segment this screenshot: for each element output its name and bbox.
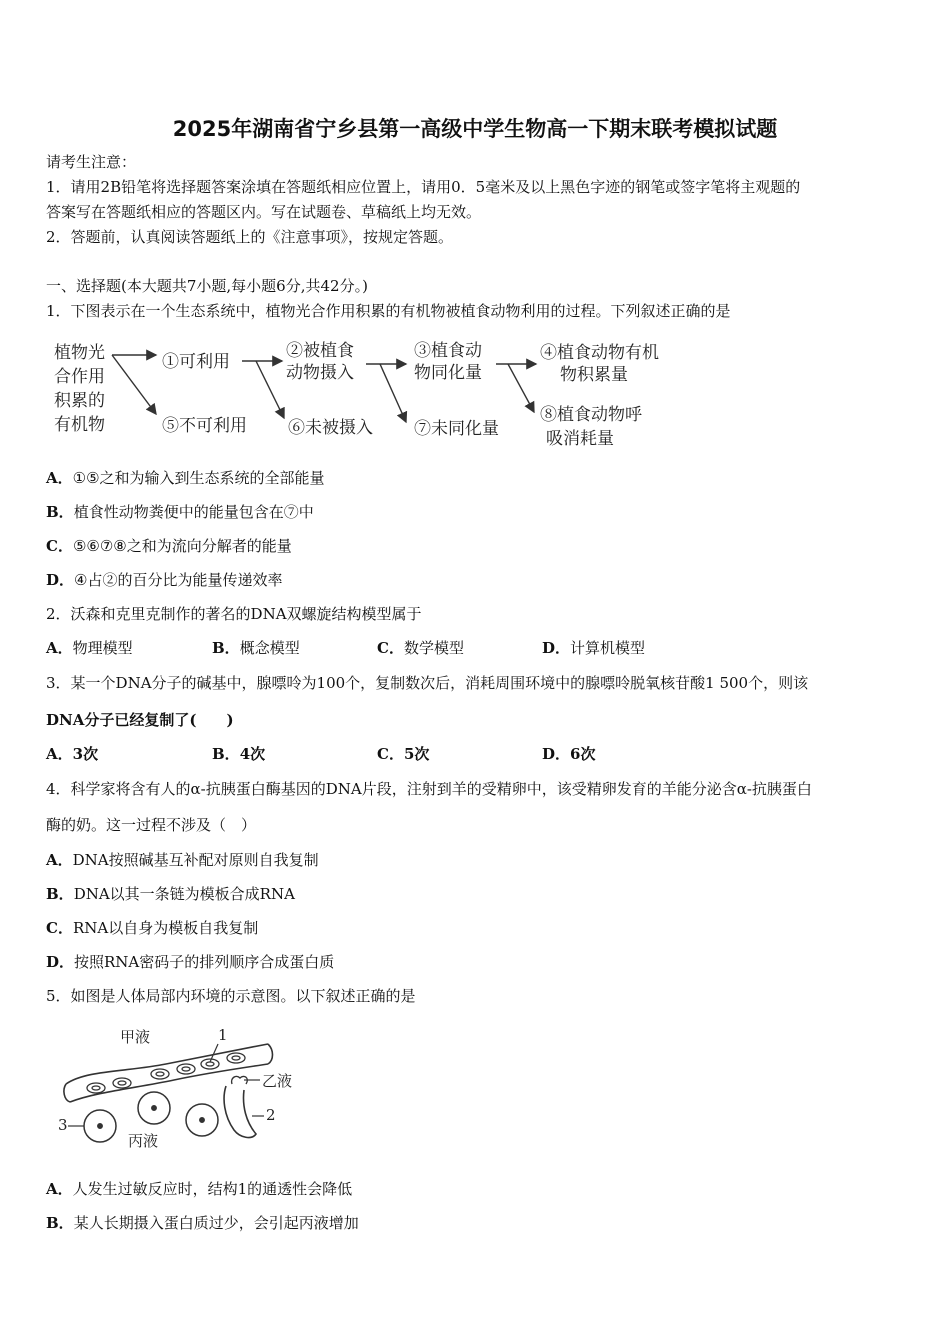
arrow-3-to-8	[508, 364, 534, 412]
internal-environment-diagram	[56, 1022, 296, 1152]
label-1: 1	[218, 1026, 228, 1044]
notice-line-2: 答案写在答题纸相应的答题区内。写在试题卷、草稿纸上均无效。	[46, 203, 482, 221]
q4-option-a: A．DNA按照碱基互补配对原则自我复制	[46, 851, 319, 869]
q4-option-b: B．DNA以其一条链为模板合成RNA	[46, 885, 295, 903]
node-1-available: ①可利用	[162, 352, 230, 372]
q1-option-b: B．植食性动物粪便中的能量包含在⑦中	[46, 503, 314, 521]
question-3-stem-line-2: DNA分子已经复制了( )	[46, 711, 234, 729]
blood-cells	[87, 1053, 245, 1093]
node-3-assimilated-2: 物同化量	[414, 363, 482, 383]
label-2: 2	[266, 1106, 276, 1124]
q3-option-b: B．4次	[212, 745, 266, 763]
arrow-1-to-6	[256, 361, 284, 418]
node-2-ingested-1: ②被植食	[286, 341, 354, 361]
node-2-ingested-2: 动物摄入	[286, 363, 354, 383]
question-5-stem: 5．如图是人体局部内环境的示意图。以下叙述正确的是	[46, 987, 416, 1005]
q5-option-a: A．人发生过敏反应时，结构1的通透性会降低	[46, 1180, 353, 1198]
node-5-unavailable: ⑤不可利用	[162, 416, 247, 436]
node-plant-2: 合作用	[54, 367, 105, 387]
node-plant-3: 积累的	[54, 391, 105, 411]
q5-option-b: B．某人长期摄入蛋白质过少，会引起丙液增加	[46, 1214, 359, 1232]
question-3-stem-line-1: 3．某一个DNA分子的碱基中，腺嘌呤为100个，复制数次后，消耗周围环境中的腺嘌呤脱氧核苷酸1 500个，则该	[46, 674, 809, 692]
arrow-plant-to-5	[112, 355, 156, 414]
question-4-stem-line-2: 酶的奶。这一过程不涉及（ ）	[46, 816, 257, 834]
page-title: 2025年湖南省宁乡县第一高级中学生物高一下期末联考模拟试题	[172, 117, 778, 141]
label-bing-fluid: 丙液	[128, 1132, 159, 1150]
label-jia-fluid: 甲液	[120, 1028, 151, 1046]
node-6-not-ingested: ⑥未被摄入	[288, 418, 373, 438]
question-2-stem: 2．沃森和克里克制作的著名的DNA双螺旋结构模型属于	[46, 605, 422, 623]
node-8-respiration-2: 吸消耗量	[546, 429, 614, 449]
lymph-vessel	[224, 1086, 256, 1137]
q2-option-a: A．物理模型	[46, 639, 133, 657]
label-3: 3	[58, 1116, 68, 1134]
q3-option-a: A．3次	[46, 745, 99, 763]
energy-flow-diagram	[46, 336, 686, 454]
q2-option-c: C．数学模型	[377, 639, 464, 657]
capillary-upper-wall	[66, 1044, 268, 1084]
q2-option-b: B．概念模型	[212, 639, 300, 657]
notice-heading: 请考生注意：	[46, 153, 137, 171]
q3-option-c: C．5次	[377, 745, 430, 763]
arrow-2-to-7	[380, 364, 406, 422]
notice-line-3: 2．答题前，认真阅读答题纸上的《注意事项》，按规定答题。	[46, 228, 454, 246]
node-3-assimilated-1: ③植食动	[414, 341, 482, 361]
q3-option-d: D．6次	[542, 745, 596, 763]
question-1-stem: 1．下图表示在一个生态系统中，植物光合作用积累的有机物被植食动物利用的过程。下列叙述正确的是	[46, 302, 731, 320]
node-4-accumulated-1: ④植食动物有机	[540, 343, 659, 363]
node-4-accumulated-2: 物积累量	[560, 365, 628, 385]
node-plant-1: 植物光	[54, 343, 105, 363]
q2-option-d: D．计算机模型	[542, 639, 646, 657]
q4-option-d: D．按照RNA密码子的排列顺序合成蛋白质	[46, 953, 335, 971]
q1-option-d: D．④占②的百分比为能量传递效率	[46, 571, 283, 589]
node-7-not-assimilated: ⑦未同化量	[414, 419, 499, 439]
q4-option-c: C．RNA以自身为模板自我复制	[46, 919, 259, 937]
node-8-respiration-1: ⑧植食动物呼	[540, 405, 642, 425]
question-4-stem-line-1: 4．科学家将含有人的α-抗胰蛋白酶基因的DNA片段，注射到羊的受精卵中，该受精卵发育的羊能分泌含α-抗胰蛋白	[46, 780, 812, 798]
node-plant-4: 有机物	[54, 415, 105, 435]
section-heading: 一、选择题(本大题共7小题,每小题6分,共42分。)	[46, 277, 368, 295]
notice-line-1: 1．请用2B铅笔将选择题答案涂填在答题纸相应位置上，请用0．5毫米及以上黑色字迹的钢笔或签字笔将主观题的	[46, 178, 801, 196]
label-yi-fluid: 乙液	[262, 1072, 293, 1090]
q1-option-c: C．⑤⑥⑦⑧之和为流向分解者的能量	[46, 537, 292, 555]
q1-option-a: A．①⑤之和为输入到生态系统的全部能量	[46, 469, 325, 487]
